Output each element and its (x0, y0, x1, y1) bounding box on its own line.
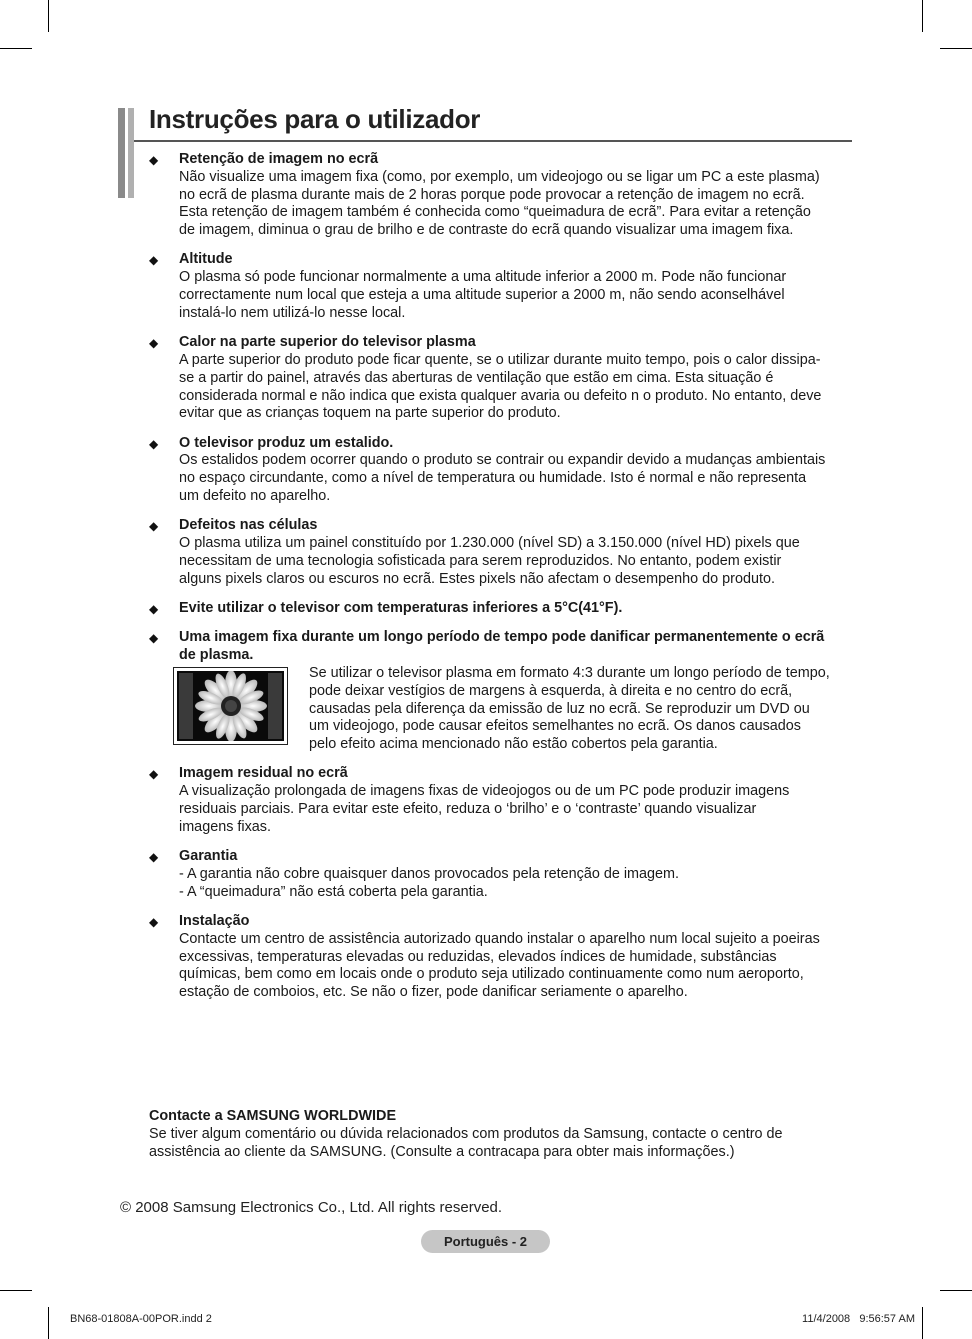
item-title: Evite utilizar o televisor com temperaturas inferiores a 5°C(41°F). (179, 600, 623, 617)
item-body-line: residuais parciais. Para evitar este efeito, reduza o ‘brilho’ e o ‘contraste’ quando visualizar (179, 801, 757, 818)
contact-line: Se tiver algum comentário ou dúvida relacionados com produtos da Samsung, contacte o centro de (149, 1126, 783, 1142)
item-title: Calor na parte superior do televisor plasma (179, 334, 476, 351)
item-title: Retenção de imagem no ecrã (179, 151, 379, 167)
item-title: Garantia (179, 848, 238, 865)
fixed-image-description: Se utilizar o televisor plasma em formato 4:3 durante um longo período de tempo, pode deixar vestígios de margens à esquerda, à direita e no centro do ecrã, causadas pela diferença da emissão de luz no ecrã. Se reproduzir um DVD ou um videojogo, pode causar efeitos semelhantes no ecrã. Os danos causados pelo efeito acima mencionado não estão cobertos pela garantia. (309, 664, 830, 753)
title-accent-bar (128, 108, 134, 198)
flower-icon (177, 671, 284, 741)
diamond-bullet-icon: ◆ (149, 336, 159, 351)
item-body-line: A parte superior do produto pode ficar quente, se o utilizar durante muito tempo, pois o calor dissipa- (179, 351, 821, 368)
list-item (149, 600, 854, 618)
instructions-list (149, 151, 854, 1013)
list-item-fixed-image (149, 629, 854, 754)
crop-mark (0, 48, 32, 49)
item-body-line: O plasma só pode funcionar normalmente a uma altitude inferior a 2000 m. Pode não funcionar (179, 269, 787, 286)
diamond-bullet-icon: ◆ (149, 436, 159, 451)
item-title: Altitude (179, 251, 233, 268)
item-body-line: alguns pixels claros ou escuros no ecrã. Estes pixels não afectam o desempenho do produto. (179, 570, 775, 587)
crop-mark (922, 1307, 923, 1339)
tv-screen-illustration (173, 667, 288, 745)
fixed-image-figure-block (179, 665, 854, 754)
crop-mark (940, 48, 972, 49)
item-body-line: imagens fixas. (179, 818, 271, 835)
item-body-line: considerada normal e não indica que exista qualquer avaria ou defeito n o produto. No entanto, deve (179, 387, 822, 404)
item-body-line: de imagem, diminua o grau de brilho e de contraste do ecrã quando visualizar uma imagem fixa. (179, 222, 794, 239)
crop-mark (940, 1290, 972, 1291)
item-title: Defeitos nas células (179, 517, 318, 534)
title-underline (134, 140, 852, 142)
copyright-notice: © 2008 Samsung Electronics Co., Ltd. All rights reserved. (120, 1199, 503, 1216)
diamond-bullet-icon: ◆ (149, 519, 159, 534)
list-item (149, 517, 854, 588)
item-body-line: Contacte um centro de assistência autorizado quando instalar o aparelho num local sujeito a poeiras (179, 930, 820, 947)
crop-mark (0, 1290, 32, 1291)
contact-line: assistência ao cliente da SAMSUNG. (Consulte a contracapa para obter mais informações.) (149, 1144, 735, 1160)
item-body-line: Os estalidos podem ocorrer quando o produto se contrair ou expandir devido a mudanças ambientais (179, 452, 826, 469)
list-item (149, 334, 854, 423)
list-item (149, 765, 854, 836)
item-body-line: necessitam de uma tecnologia sofisticada para serem reproduzidos. No entanto, podem existir (179, 552, 782, 569)
item-body-line: - A “queimadura” não está coberta pela garantia. (179, 883, 488, 900)
page-title: Instruções para o utilizador (149, 104, 481, 134)
item-body-line: excessivas, temperaturas elevadas ou reduzidas, elevados índices de humidade, substâncias (179, 948, 777, 965)
item-body-line: O plasma utiliza um painel constituído por 1.230.000 (nível SD) a 3.150.000 (nível HD) pixels que (179, 535, 800, 552)
item-body-line: evitar que as crianças toquem na parte superior do produto. (179, 405, 561, 422)
title-accent-bar (118, 108, 125, 198)
item-body-line: estação de comboios, etc. Se não o fizer, pode danificar seriamente o aparelho. (179, 984, 688, 1001)
diamond-bullet-icon: ◆ (149, 631, 159, 646)
item-body-line: Não visualize uma imagem fixa (como, por exemplo, um videojogo ou se ligar um PC a este plasma) (179, 168, 820, 185)
item-body-line: instalá-lo nem utilizá-lo nesse local. (179, 304, 406, 321)
item-title: Uma imagem fixa durante um longo período de tempo pode danificar permanentemente o ecrã de plasma. (179, 629, 825, 664)
list-item (149, 913, 854, 1002)
item-body-line: A visualização prolongada de imagens fixas de videojogos ou de um PC pode produzir imagens (179, 783, 790, 800)
item-title: O televisor produz um estalido. (179, 434, 394, 451)
flower-image (177, 671, 284, 741)
diamond-bullet-icon: ◆ (149, 602, 159, 617)
item-body-line: um defeito no aparelho. (179, 488, 331, 505)
footer-file-name: BN68-01808A-00POR.indd 2 (70, 1313, 212, 1325)
crop-mark (48, 1307, 49, 1339)
item-body-line: Esta retenção de imagem também é conhecida como “queimadura de ecrã”. Para evitar a retenção (179, 204, 811, 221)
crop-mark (48, 0, 49, 32)
list-item (149, 435, 854, 506)
item-body-line: - A garantia não cobre quaisquer danos provocados pela retenção de imagem. (179, 865, 680, 882)
item-title: Instalação (179, 913, 250, 929)
diamond-bullet-icon: ◆ (149, 153, 159, 167)
diamond-bullet-icon: ◆ (149, 850, 159, 865)
list-item (149, 251, 854, 322)
crop-mark (922, 0, 923, 32)
footer-timestamp: 11/4/2008 9:56:57 AM (802, 1313, 915, 1325)
contact-section (149, 1107, 849, 1161)
diamond-bullet-icon: ◆ (149, 915, 159, 929)
diamond-bullet-icon: ◆ (149, 253, 159, 268)
item-body-line: no ecrã de plasma durante mais de 2 horas porque pode provocar a retenção de imagem no ecrã. (179, 186, 805, 203)
item-body-line: no espaço circundante, como a nível de temperatura ou humidade. Isto é normal e não representa (179, 470, 807, 487)
list-item (149, 848, 854, 901)
item-body-line: químicas, bem como em locais onde o produto seja utilizado continuamente como num aeroporto, (179, 966, 804, 983)
page-number-badge: Português - 2 (421, 1230, 550, 1253)
item-title: Imagem residual no ecrã (179, 765, 348, 782)
diamond-bullet-icon: ◆ (149, 767, 159, 782)
item-body-line: correctamente num local que esteja a uma altitude superior a 2000 m, não sendo aconselhável (179, 287, 785, 304)
list-item (149, 151, 854, 240)
item-body-line: se a partir do painel, através das aberturas de ventilação que estão em cima. Esta situação é (179, 369, 774, 386)
contact-title: Contacte a SAMSUNG WORLDWIDE (149, 1108, 397, 1124)
